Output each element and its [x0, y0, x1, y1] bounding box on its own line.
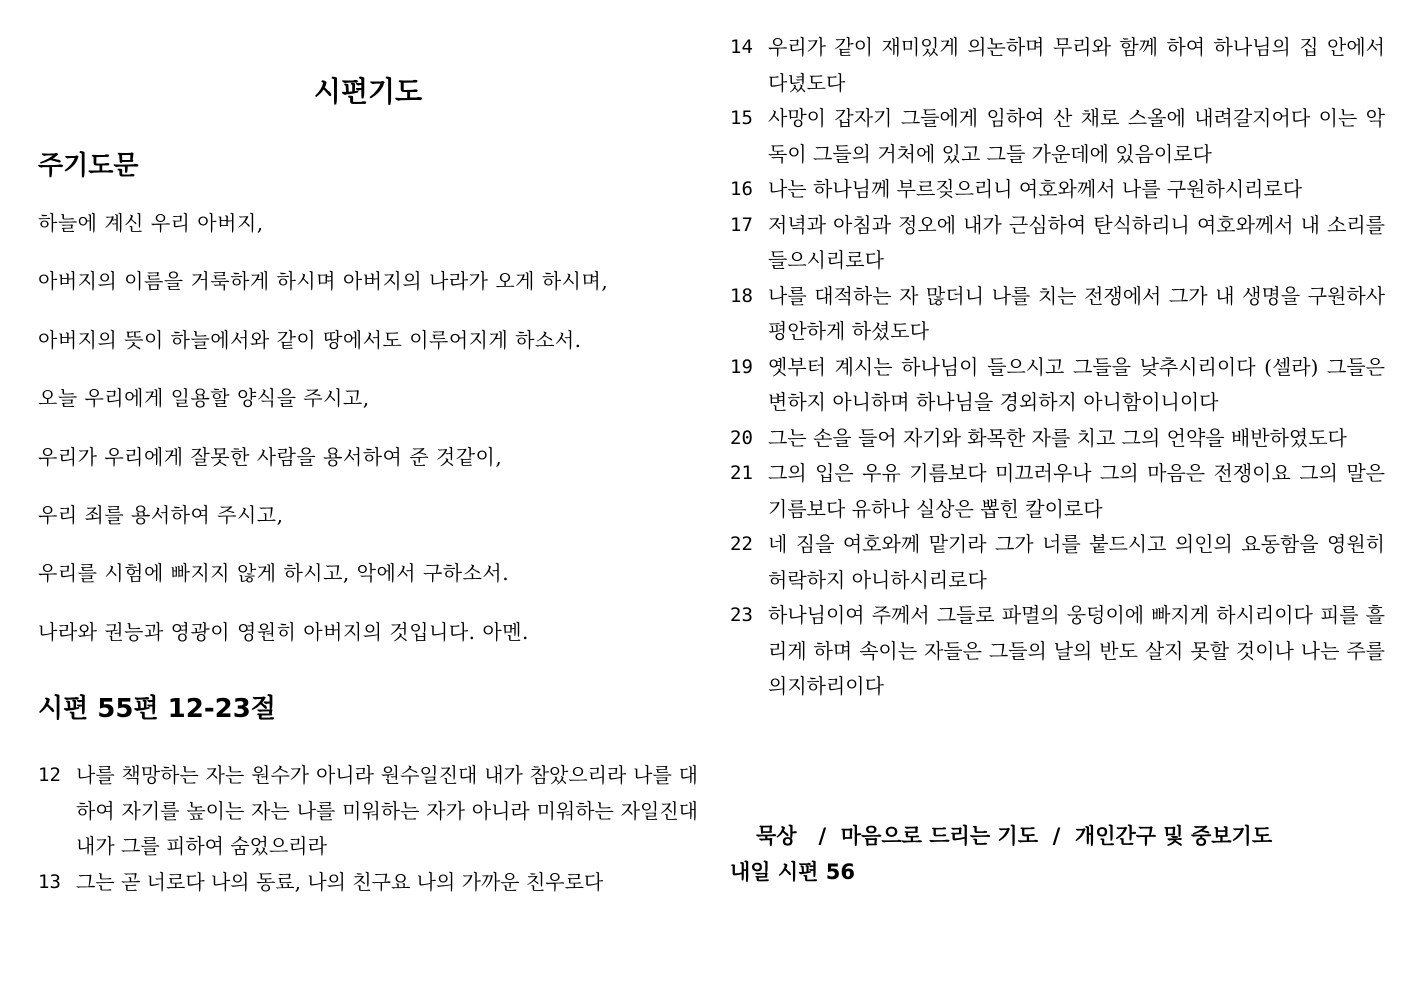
- next-reading-line: 내일 시편 56: [730, 860, 855, 884]
- verse-number: 22: [730, 533, 753, 555]
- verse-text: 나는 하나님께 부르짖으리니 여호와께서 나를 구원하시리로다: [768, 177, 1303, 201]
- verse-text: 그의 입은 우유 기름보다 미끄러우나 그의 마음은 전쟁이요 그의 말은 기름보다 유하나 실상은 뽑힌 칼이로다: [768, 461, 1385, 521]
- verse-number: 13: [38, 870, 61, 893]
- verse-number: 20: [730, 426, 753, 449]
- verse: [730, 456, 1385, 527]
- verse-text: 네 짐을 여호와께 맡기라 그가 너를 붙드시고 의인의 요동함을 영원히 허락하지 아니하시리로다: [768, 532, 1385, 592]
- verse: [730, 350, 1385, 421]
- prayer-line: 하늘에 계신 우리 아버지,: [38, 211, 264, 235]
- prayer-order-line: 묵상 / 마음으로 드리는 기도 / 개인간구 및 중보기도: [756, 824, 1273, 848]
- verse: [730, 101, 1385, 172]
- verse-number: 16: [730, 178, 753, 200]
- verse-number: 23: [730, 604, 753, 626]
- verse-text: 나를 책망하는 자는 원수가 아니라 원수일진대 내가 참았으리라 나를 대하여 자기를 높이는 자는 나를 미워하는 자가 아니라 미워하는 자일진대 내가 그를 피하여 숨었으리라: [76, 763, 698, 858]
- verse-number: 12: [38, 764, 61, 786]
- verse-text: 그는 손을 들어 자기와 화목한 자를 치고 그의 언약을 배반하였도다: [768, 425, 1347, 450]
- verse-text: 우리가 같이 재미있게 의논하며 무리와 함께 하여 하나님의 집 안에서 다녔도다: [768, 35, 1385, 95]
- prayer-line: 나라와 권능과 영광이 영원히 아버지의 것입니다. 아멘.: [38, 619, 529, 644]
- verse-list-left: [38, 758, 698, 900]
- verse: [38, 865, 698, 901]
- verse-number: 14: [730, 36, 753, 58]
- verse: [730, 208, 1385, 279]
- verse: [730, 527, 1385, 598]
- verse: [730, 279, 1385, 350]
- verse: [38, 758, 698, 865]
- prayer-line: 아버지의 이름을 거룩하게 하시며 아버지의 나라가 오게 하시며,: [38, 269, 609, 294]
- verse: [730, 30, 1385, 101]
- prayer-line: 우리 죄를 용서하여 주시고,: [38, 502, 284, 527]
- lords-prayer-heading: 주기도문: [38, 151, 139, 181]
- verse-number: 19: [730, 355, 753, 378]
- verse-text: 옛부터 계시는 하나님이 들으시고 그들을 낮추시리이다 (셀라) 그들은 변하지 아니하며 하나님을 경외하지 아니함이니이다: [768, 354, 1385, 414]
- verse-text: 저녁과 아침과 정오에 내가 근심하여 탄식하리니 여호와께서 내 소리를 들으시리로다: [768, 212, 1385, 272]
- verse-text: 나를 대적하는 자 많더니 나를 치는 전쟁에서 그가 내 생명을 구원하사 평안하게 하셨도다: [768, 283, 1385, 343]
- verse-text: 사망이 갑자기 그들에게 임하여 산 채로 스올에 내려갈지어다 이는 악독이 그들의 거처에 있고 그들 가운데에 있음이로다: [768, 106, 1385, 166]
- psalm-heading: 시편 55편 12-23절: [38, 694, 276, 724]
- verse-text: 그는 곧 너로다 나의 동료, 나의 친구요 나의 가까운 친우로다: [76, 869, 604, 894]
- verse: [730, 421, 1385, 457]
- verse-text: 하나님이여 주께서 그들로 파멸의 웅덩이에 빠지게 하시리이다 피를 흘리게 하며 속이는 자들은 그들의 날의 반도 살지 못할 것이나 나는 주를 의지하리이다: [768, 603, 1385, 698]
- verse-number: 15: [730, 107, 753, 129]
- verse-number: 21: [730, 462, 753, 484]
- prayer-line: 우리를 시험에 빠지지 않게 하시고, 악에서 구하소서.: [38, 561, 510, 586]
- prayer-line: 아버지의 뜻이 하늘에서와 같이 땅에서도 이루어지게 하소서.: [38, 327, 582, 352]
- verse-list-right: [730, 30, 1385, 705]
- prayer-line: 우리가 우리에게 잘못한 사람을 용서하여 준 것같이,: [38, 444, 503, 469]
- verse: [730, 172, 1385, 208]
- lords-prayer-text: [38, 206, 698, 673]
- verse-number: 17: [730, 213, 753, 236]
- verse: [730, 598, 1385, 705]
- page-title: 시편기도: [313, 75, 423, 108]
- prayer-line: 오늘 우리에게 일용할 양식을 주시고,: [38, 386, 370, 411]
- verse-number: 18: [730, 284, 753, 307]
